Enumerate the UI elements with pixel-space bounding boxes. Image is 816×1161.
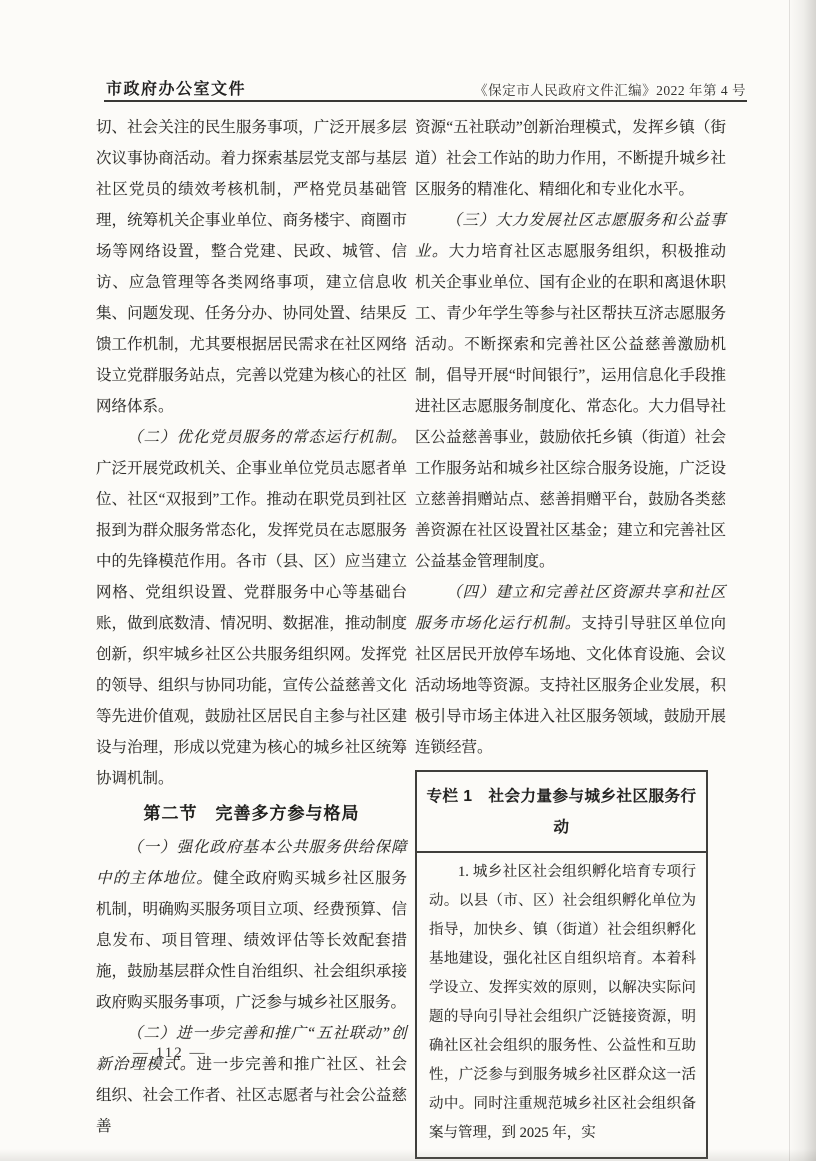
paragraph-lead: （一）强化政府基本公共服务供给保障中的主体地位。: [96, 839, 407, 887]
paragraph-lead: （三）大力发展社区志愿服务和公益事业。: [415, 212, 726, 260]
paragraph-continued: [96, 112, 407, 422]
paragraph-text: 大力培育社区志愿服务组织，积极推动机关企事业单位、国有企业的在职和离退休职工、青少年学生等参与社区帮扶互济志愿服务活动。不断探索和完善社区公益慈善激励机制，倡导开展“时间银行”，运用信息化手段推进社区志愿服务制度化、常态化。大力倡导社区公益慈善事业，鼓励依托乡镇（街道）社会工作服务站和城乡社区综合服务设施，广泛设立慈善捐赠站点、慈善捐赠平台，鼓励各类慈善资源在社区设置社区基金；建立和完善社区公益基金管理制度。: [415, 243, 726, 570]
paragraph: [96, 422, 407, 794]
paragraph-continued: [415, 112, 726, 205]
callout-paragraph: 1. 城乡社区社会组织孵化培育专项行动。以县（市、区）社会组织孵化单位为指导，加快乡、镇（街道）社会组织孵化基地建设，强化社区自组织培育。本着科学设立、发挥实效的原则，以解决实际问题的导向引导社会组织广泛链接资源，明确社区社会组织的服务性、公益性和互助性，广泛参与到服务城乡社区群众这一活动中。同时注重规范城乡社区社会组织备案与管理，到 2025 年，实: [429, 864, 696, 1141]
paragraph-text: 进一步完善和推广社区、社会组织、社会工作者、社区志愿者与社会公益慈善: [96, 1056, 407, 1135]
header-rule: [104, 100, 747, 102]
header-doc-type: 市政府办公室文件: [106, 81, 247, 98]
scan-edge-line: [789, 0, 790, 1161]
paragraph-text: 广泛开展党政机关、企事业单位党员志愿者单位、社区“双报到”工作。推动在职党员到社区报到为群众服务常态化，发挥党员在志愿服务中的先锋模范作用。各市（县、区）应当建立网格、党组织设置、党群服务中心等基础台账，做到底数清、情况明、数据准，推动制度创新，织牢城乡社区公共服务组织网。发挥党的领导、组织与协同功能，宣传公益慈善文化等先进价值观，鼓励社区居民自主参与社区建设与治理，形成以党建为核心的城乡社区统筹协调机制。: [96, 460, 407, 787]
page-number: — 112 —: [133, 1045, 207, 1061]
callout-title: 专栏 1 社会力量参与城乡社区服务行动: [417, 772, 706, 853]
header-publication: 《保定市人民政府文件汇编》2022 年第 4 号: [474, 83, 746, 98]
paragraph-text: 切、社会关注的民生服务事项，广泛开展多层次议事协商活动。着力探索基层党支部与基层社区党员的绩效考核机制，严格党员基础管理，统筹机关企事业单位、商务楼宇、商圈市场等网络设置，整合党建、民政、城管、信访、应急管理等各类网络事项，建立信息收集、问题发现、任务分办、协同处置、结果反馈工作机制，尤其要根据居民需求在社区网络设立党群服务站点，完善以党建为核心的社区网络体系。: [96, 119, 407, 415]
paragraph-lead: （二）优化党员服务的常态运行机制。: [127, 429, 407, 446]
section-heading: 第二节 完善多方参与格局: [143, 804, 360, 823]
scan-edge-right-shadow: [788, 0, 816, 1161]
paragraph: [415, 577, 726, 763]
paragraph-text: 资源“五社联动”创新治理模式，发挥乡镇（街道）社会工作站的助力作用，不断提升城乡社区服务的精准化、精细化和专业化水平。: [415, 119, 726, 198]
callout-body: [417, 853, 706, 1157]
callout-box: [415, 770, 708, 1159]
paragraph: [96, 832, 407, 1018]
paragraph: [415, 205, 726, 577]
paragraph-lead: （四）建立和完善社区资源共享和社区服务市场化运行机制。: [415, 584, 726, 632]
paragraph-lead: （二）进一步完善和推广“五社联动”创新治理模式。: [96, 1025, 407, 1073]
paragraph: [96, 1018, 407, 1142]
left-column: [96, 112, 407, 1142]
right-column: [415, 112, 726, 1159]
paragraph-text: 健全政府购买城乡社区服务机制，明确购买服务项目立项、经费预算、信息发布、项目管理、绩效评估等长效配套措施，鼓励基层群众性自治组织、社会组织承接政府购买服务事项，广泛参与城乡社区服务。: [96, 870, 407, 1011]
paragraph-text: 支持引导驻区单位向社区居民开放停车场地、文化体育设施、会议活动场地等资源。支持社区服务企业发展，积极引导市场主体进入社区服务领域，鼓励开展连锁经营。: [415, 615, 726, 756]
